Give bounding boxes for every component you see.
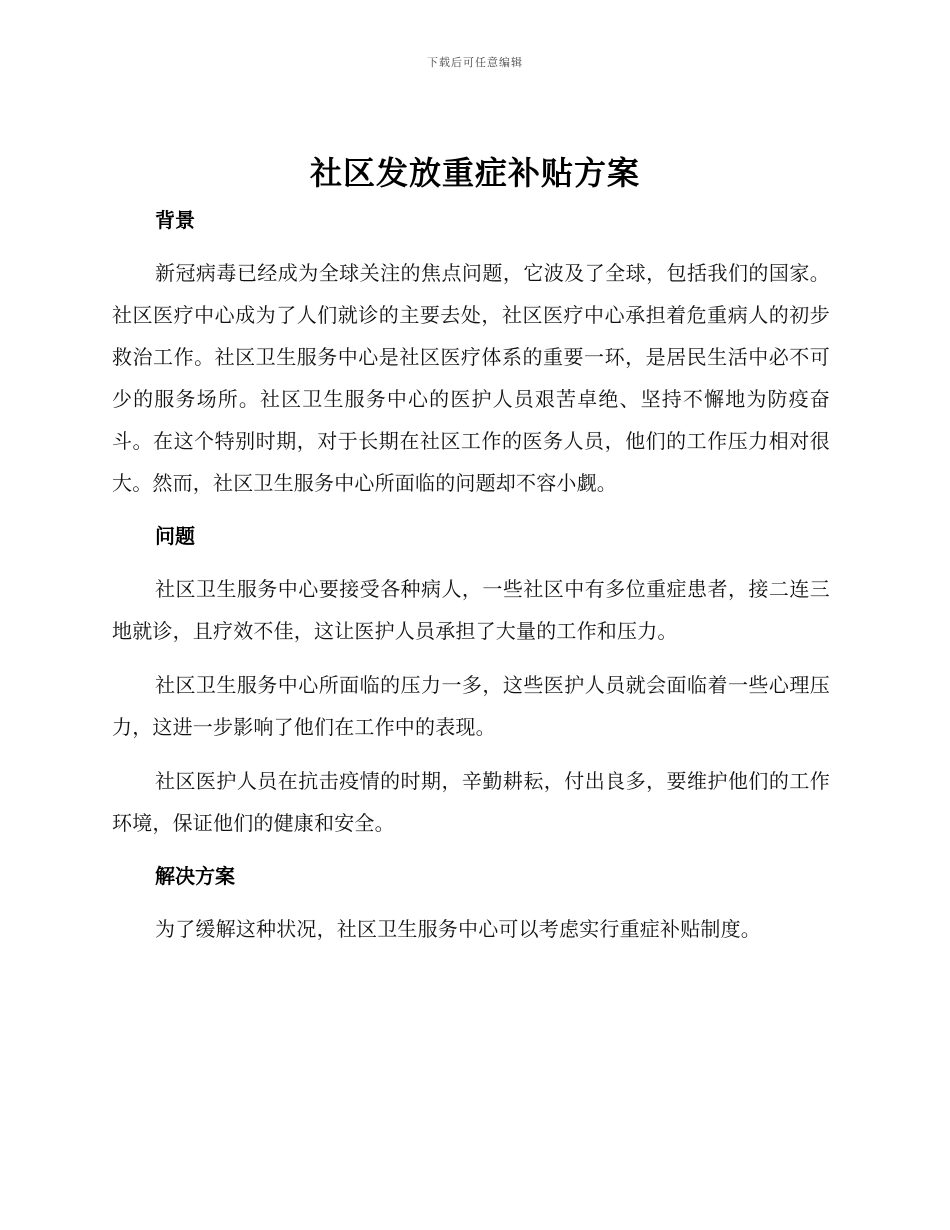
section-background — [112, 200, 830, 516]
paragraph: 新冠病毒已经成为全球关注的焦点问题，它波及了全球，包括我们的国家。社区医疗中心成为了人们就诊的主要去处，社区医疗中心承担着危重病人的初步救治工作。社区卫生服务中心是社区医疗体系的重要一环，是居民生活中必不可少的服务场所。社区卫生服务中心的医护人员艰苦卓绝、坚持不懈地为防疫奋斗。在这个特别时期，对于长期在社区工作的医务人员，他们的工作压力相对很大。然而，社区卫生服务中心所面临的问题却不容小觑。 — [112, 261, 830, 495]
document-body — [112, 200, 830, 950]
paragraph: 社区卫生服务中心所面临的压力一多，这些医护人员就会面临着一些心理压力，这进一步影响了他们在工作中的表现。 — [112, 673, 830, 739]
paragraph: 社区医护人员在抗击疫情的时期，辛勤耕耘，付出良多，要维护他们的工作环境，保证他们的健康和安全。 — [112, 769, 830, 835]
page-header-note: 下载后可任意编辑 — [427, 56, 523, 69]
paragraph: 为了缓解这种状况，社区卫生服务中心可以考虑实行重症补贴制度。 — [155, 917, 761, 941]
section-problem — [112, 516, 830, 856]
document-title: 社区发放重症补贴方案 — [309, 154, 640, 192]
section-solution — [112, 856, 830, 950]
section-heading-problem: 问题 — [155, 524, 195, 548]
section-heading-solution: 解决方案 — [155, 864, 235, 888]
section-heading-background: 背景 — [155, 208, 195, 232]
paragraph: 社区卫生服务中心要接受各种病人，一些社区中有多位重症患者，接二连三地就诊，且疗效不佳，这让医护人员承担了大量的工作和压力。 — [112, 577, 830, 643]
